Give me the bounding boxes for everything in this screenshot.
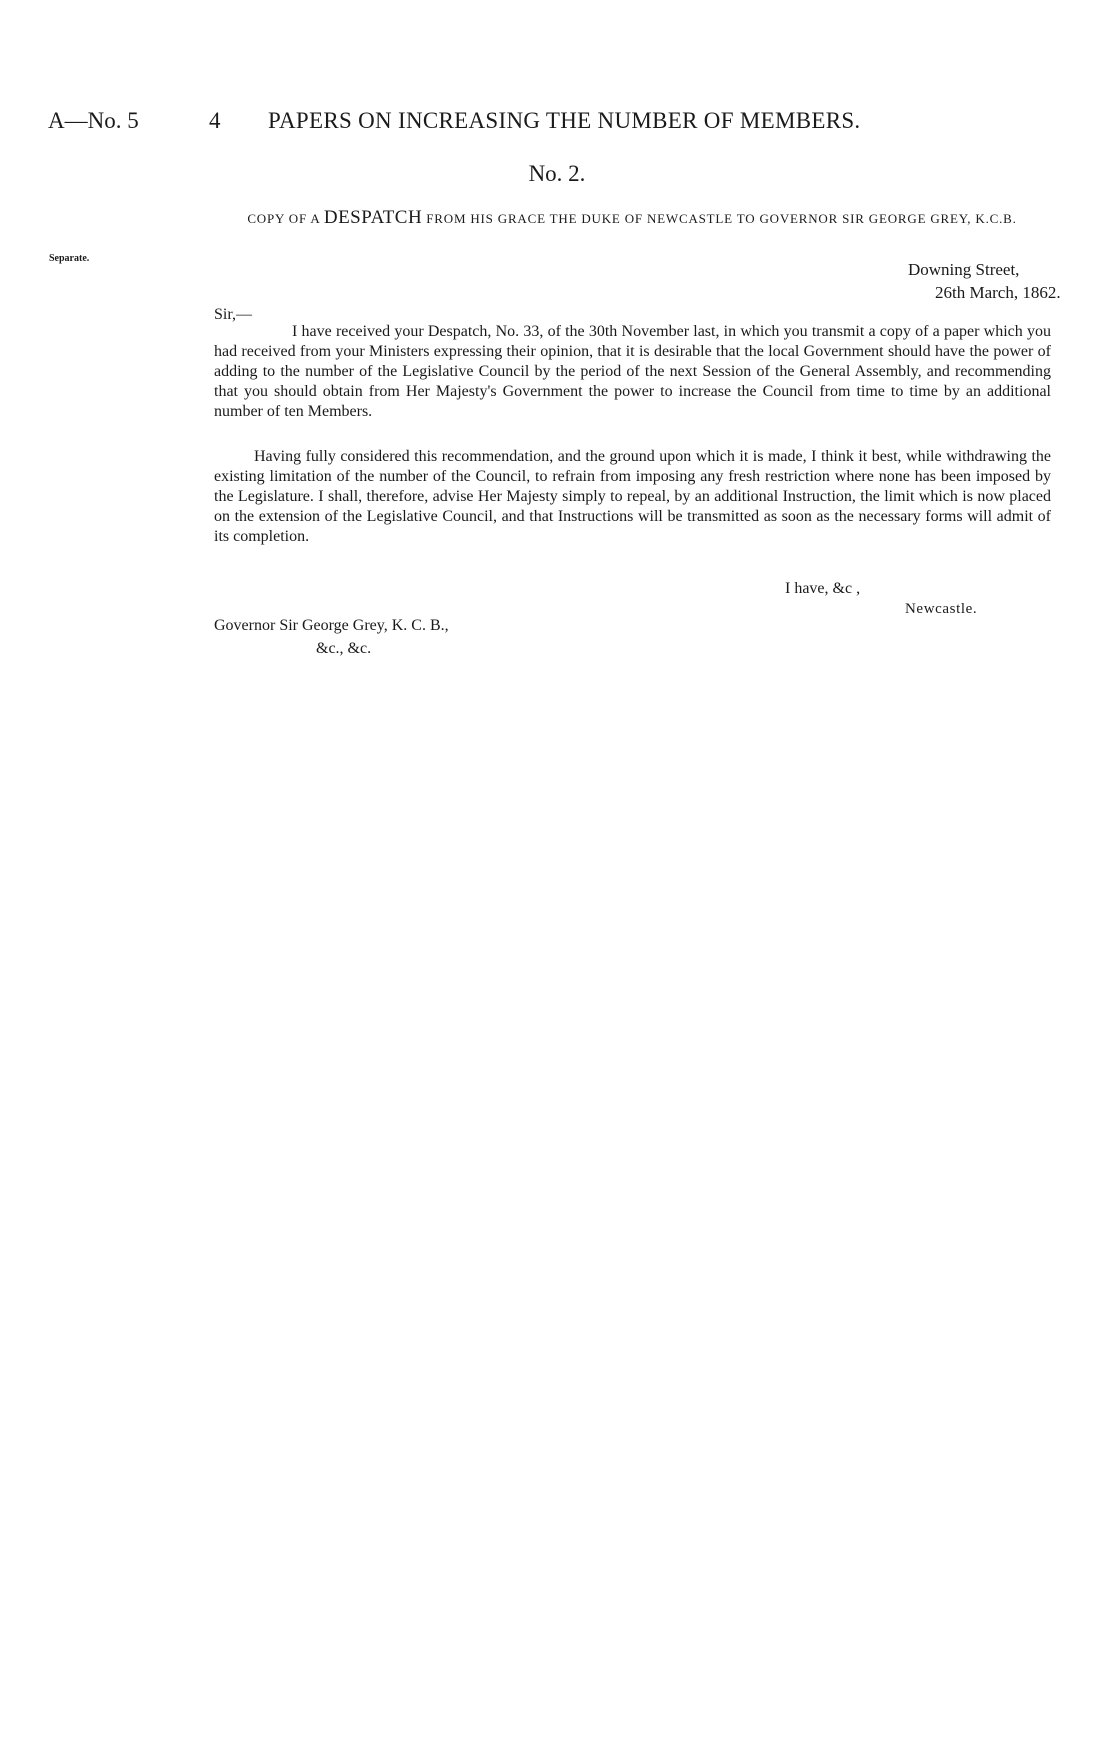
salutation: Sir,— <box>214 306 253 323</box>
heading-prefix: COPY OF A <box>247 211 320 226</box>
body-paragraph-1: I have received your Despatch, No. 33, of the 30th November last, in which you transmit a copy of a paper which you had received from your Ministers expressing their opinion, that it is desirable that the local Government should have the power of adding to the number of the Legislative Council by the period of the next Session of the General Assembly, and recommending that you should obtain from Her Majesty's Government the power to increase the Council from time to time by an additional number of ten Members. <box>214 323 1051 420</box>
margin-note: Separate. <box>49 253 90 264</box>
body-paragraph-2: Having fully considered this recommendation, and the ground upon which it is made, I think it best, while withdrawing the existing limitation of the number of the Council, to refrain from imposing any fresh restriction where none has been imposed by the Legislature. I shall, therefore, advise Her Majesty simply to repeal, by an additional Instruction, the limit which is now placed on the extension of the Legislative Council, and that Instructions will be transmitted as soon as the necessary forms will admit of its completion. <box>214 448 1051 545</box>
document-number: No. 2. <box>528 161 586 186</box>
document-reference: A—No. 5 <box>48 108 139 133</box>
dateline-date: 26th March, 1862. <box>935 283 1061 302</box>
despatch-heading <box>214 208 1050 229</box>
heading-emphasis: DESPATCH <box>323 207 423 228</box>
addressee-etc: &c., &c. <box>316 640 372 657</box>
heading-rest: FROM HIS GRACE THE DUKE OF NEWCASTLE TO GOVERNOR SIR GEORGE GREY, K.C.B. <box>426 211 1017 226</box>
signature: Newcastle. <box>905 601 978 617</box>
dateline-place: Downing Street, <box>908 260 1020 279</box>
page-number: 4 <box>209 108 221 133</box>
page-title: PAPERS ON INCREASING THE NUMBER OF MEMBERS. <box>268 108 861 133</box>
closing: I have, &c , <box>785 580 861 597</box>
addressee-name: Governor Sir George Grey, K. C. B., <box>214 617 449 634</box>
